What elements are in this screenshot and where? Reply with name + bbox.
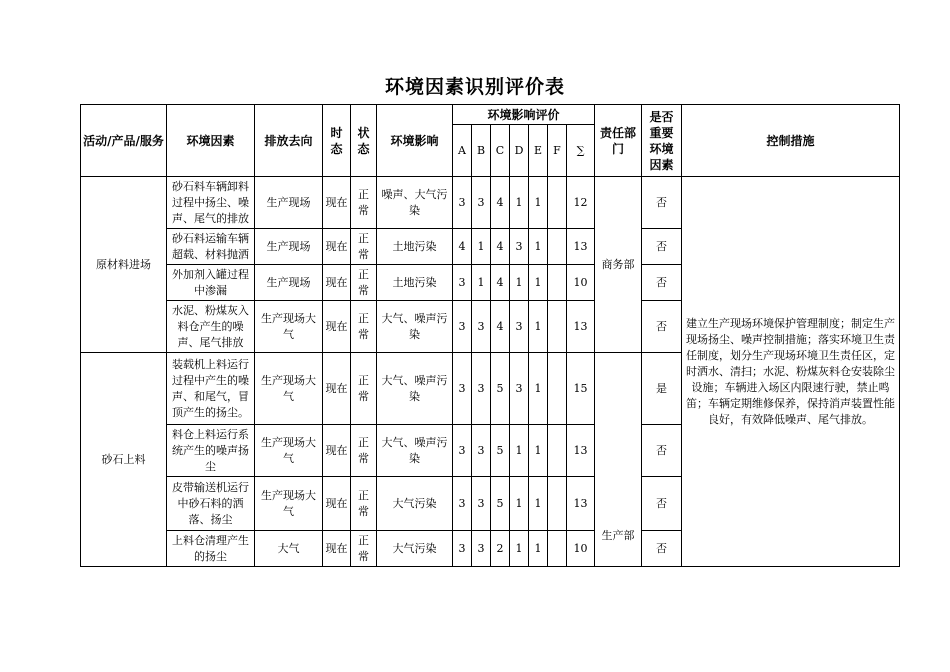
score-a-cell: 3: [453, 477, 472, 531]
tense-cell: 现在: [323, 177, 351, 229]
score-a-cell: 3: [453, 265, 472, 301]
header-dept: 责任部门: [595, 105, 642, 177]
score-f-cell: [548, 177, 567, 229]
impact-cell: 土地污染: [377, 265, 453, 301]
score-e-cell: 1: [529, 477, 548, 531]
score-sum-cell: 12: [567, 177, 595, 229]
score-b-cell: 1: [472, 265, 491, 301]
score-b-cell: 1: [472, 229, 491, 265]
score-b-cell: 3: [472, 177, 491, 229]
tense-cell: 现在: [323, 477, 351, 531]
score-c-cell: 4: [491, 301, 510, 353]
score-f-cell: [548, 353, 567, 425]
important-cell: 是: [642, 353, 682, 425]
score-b-cell: 3: [472, 477, 491, 531]
control-measures-cell: 建立生产现场环境保护管理制度；制定生产现场扬尘、噪声控制措施；落实环境卫生责任制度，划分生产现场环境卫生责任区，定时洒水、清扫；水泥、粉煤灰料仓安装除尘设施；车辆进入场区内限速行驶，禁止鸣笛；车辆定期维修保养，保持消声装置性能良好，有效降低噪声、尾气排放。: [682, 177, 900, 567]
score-e-cell: 1: [529, 353, 548, 425]
important-cell: 否: [642, 265, 682, 301]
page-title: 环境因素识别评价表: [384, 76, 565, 98]
impact-cell: 大气、噪声污染: [377, 353, 453, 425]
tense-cell: 现在: [323, 229, 351, 265]
score-c-cell: 5: [491, 477, 510, 531]
score-sum-cell: 10: [567, 531, 595, 567]
header-letter-e: E: [529, 125, 548, 177]
score-d-cell: 1: [510, 477, 529, 531]
dept-cell: 商务部: [595, 177, 642, 353]
evaluation-table: [80, 104, 900, 567]
header-important: 是否重要环境因素: [642, 105, 682, 177]
header-factor: 环境因素: [167, 105, 255, 177]
factor-cell: 外加剂入罐过程中渗漏: [167, 265, 255, 301]
score-sum-cell: 13: [567, 425, 595, 477]
score-e-cell: 1: [529, 531, 548, 567]
header-discharge: 排放去向: [255, 105, 323, 177]
score-e-cell: 1: [529, 229, 548, 265]
factor-cell: 上料仓清理产生的扬尘: [167, 531, 255, 567]
factor-cell: 料仓上料运行系统产生的噪声扬尘: [167, 425, 255, 477]
score-c-cell: 5: [491, 353, 510, 425]
score-sum-cell: 13: [567, 477, 595, 531]
header-letter-sum: ∑: [567, 125, 595, 177]
score-d-cell: 1: [510, 531, 529, 567]
state-cell: 正常: [351, 477, 377, 531]
score-a-cell: 3: [453, 531, 472, 567]
header-impact: 环境影响: [377, 105, 453, 177]
discharge-cell: 生产现场大气: [255, 353, 323, 425]
score-b-cell: 3: [472, 425, 491, 477]
state-cell: 正常: [351, 177, 377, 229]
impact-cell: 大气、噪声污染: [377, 301, 453, 353]
score-d-cell: 3: [510, 301, 529, 353]
header-letter-b: B: [472, 125, 491, 177]
discharge-cell: 生产现场: [255, 229, 323, 265]
score-c-cell: 4: [491, 229, 510, 265]
state-cell: 正常: [351, 425, 377, 477]
score-sum-cell: 15: [567, 353, 595, 425]
score-f-cell: [548, 477, 567, 531]
score-f-cell: [548, 531, 567, 567]
header-evaluation: 环境影响评价: [453, 105, 595, 125]
state-cell: 正常: [351, 353, 377, 425]
score-c-cell: 4: [491, 177, 510, 229]
factor-cell: 砂石料运输车辆超载、材料抛洒: [167, 229, 255, 265]
discharge-cell: 生产现场大气: [255, 425, 323, 477]
impact-cell: 大气污染: [377, 531, 453, 567]
score-d-cell: 3: [510, 353, 529, 425]
state-cell: 正常: [351, 301, 377, 353]
header-letter-c: C: [491, 125, 510, 177]
factor-cell: 装载机上料运行过程中产生的噪声、和尾气，冒顶产生的扬尘。: [167, 353, 255, 425]
score-sum-cell: 13: [567, 301, 595, 353]
score-a-cell: 3: [453, 425, 472, 477]
header-activity: 活动/产品/服务: [81, 105, 167, 177]
score-c-cell: 5: [491, 425, 510, 477]
score-b-cell: 3: [472, 353, 491, 425]
score-e-cell: 1: [529, 301, 548, 353]
header-control: 控制措施: [682, 105, 900, 177]
score-a-cell: 3: [453, 301, 472, 353]
score-sum-cell: 13: [567, 229, 595, 265]
tense-cell: 现在: [323, 301, 351, 353]
factor-cell: 水泥、粉煤灰入料仓产生的噪声、尾气排放: [167, 301, 255, 353]
score-c-cell: 4: [491, 265, 510, 301]
state-cell: 正常: [351, 229, 377, 265]
score-f-cell: [548, 229, 567, 265]
tense-cell: 现在: [323, 425, 351, 477]
score-a-cell: 3: [453, 353, 472, 425]
dept-cell: 生产部: [595, 353, 642, 567]
score-e-cell: 1: [529, 265, 548, 301]
score-e-cell: 1: [529, 425, 548, 477]
activity-cell: 原材料进场: [81, 177, 167, 353]
state-cell: 正常: [351, 531, 377, 567]
discharge-cell: 大气: [255, 531, 323, 567]
score-a-cell: 4: [453, 229, 472, 265]
header-letter-a: A: [453, 125, 472, 177]
important-cell: 否: [642, 425, 682, 477]
score-d-cell: 3: [510, 229, 529, 265]
impact-cell: 大气、噪声污染: [377, 425, 453, 477]
score-a-cell: 3: [453, 177, 472, 229]
header-letter-f: F: [548, 125, 567, 177]
discharge-cell: 生产现场大气: [255, 301, 323, 353]
score-b-cell: 3: [472, 531, 491, 567]
discharge-cell: 生产现场: [255, 177, 323, 229]
factor-cell: 皮带输送机运行中砂石料的洒落、扬尘: [167, 477, 255, 531]
score-f-cell: [548, 301, 567, 353]
impact-cell: 大气污染: [377, 477, 453, 531]
state-cell: 正常: [351, 265, 377, 301]
important-cell: 否: [642, 531, 682, 567]
score-b-cell: 3: [472, 301, 491, 353]
important-cell: 否: [642, 229, 682, 265]
tense-cell: 现在: [323, 531, 351, 567]
activity-cell: 砂石上料: [81, 353, 167, 567]
score-f-cell: [548, 425, 567, 477]
score-c-cell: 2: [491, 531, 510, 567]
impact-cell: 噪声、大气污染: [377, 177, 453, 229]
header-state: 状态: [351, 105, 377, 177]
header-letter-d: D: [510, 125, 529, 177]
score-d-cell: 1: [510, 425, 529, 477]
table-row: [81, 177, 900, 229]
score-sum-cell: 10: [567, 265, 595, 301]
score-d-cell: 1: [510, 265, 529, 301]
score-d-cell: 1: [510, 177, 529, 229]
important-cell: 否: [642, 177, 682, 229]
score-f-cell: [548, 265, 567, 301]
important-cell: 否: [642, 477, 682, 531]
important-cell: 否: [642, 301, 682, 353]
tense-cell: 现在: [323, 265, 351, 301]
impact-cell: 土地污染: [377, 229, 453, 265]
discharge-cell: 生产现场: [255, 265, 323, 301]
tense-cell: 现在: [323, 353, 351, 425]
header-tense: 时态: [323, 105, 351, 177]
factor-cell: 砂石料车辆卸料过程中扬尘、噪声、尾气的排放: [167, 177, 255, 229]
discharge-cell: 生产现场大气: [255, 477, 323, 531]
score-e-cell: 1: [529, 177, 548, 229]
